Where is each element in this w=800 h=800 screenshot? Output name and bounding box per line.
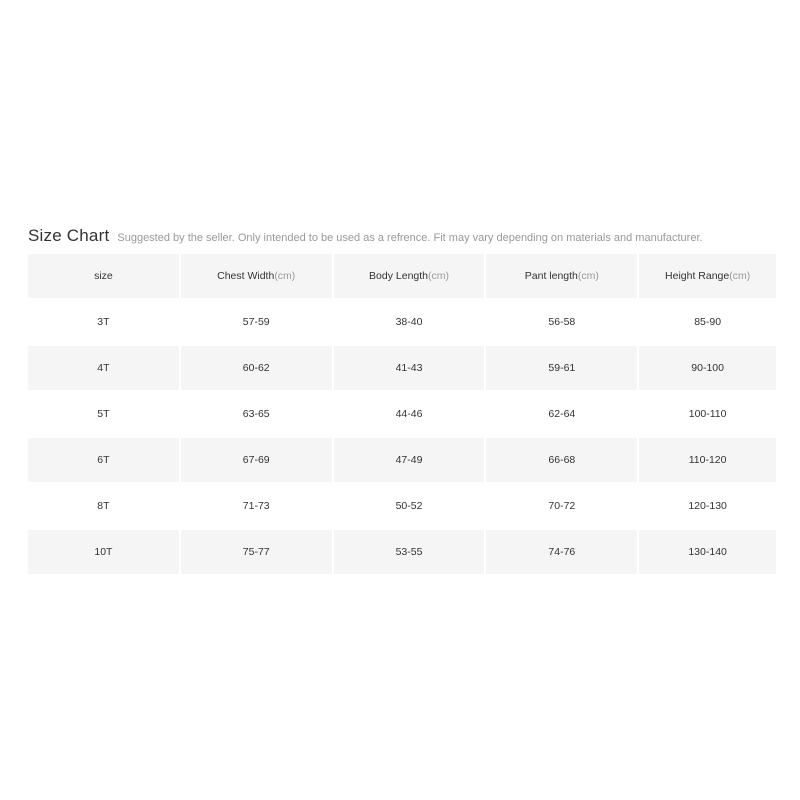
cell-body-length: 38-40: [334, 300, 485, 344]
cell-body-length: 53-55: [334, 530, 485, 574]
cell-size: 6T: [28, 438, 179, 482]
cell-body-length: 44-46: [334, 392, 485, 436]
header-label: Pant length: [524, 270, 578, 282]
cell-height-range: 120-130: [639, 484, 776, 528]
header-body-length: [334, 254, 485, 298]
table-row: [28, 438, 776, 482]
header-unit: (cm): [577, 270, 599, 282]
cell-size: 3T: [28, 300, 179, 344]
header-unit: (cm): [428, 270, 450, 282]
cell-size: 4T: [28, 346, 179, 390]
header-label: Chest Width: [217, 270, 275, 282]
cell-body-length: 41-43: [334, 346, 485, 390]
table-row: [28, 484, 776, 528]
header-label: Height Range: [665, 270, 730, 282]
cell-size: 5T: [28, 392, 179, 436]
cell-chest-width: 67-69: [181, 438, 332, 482]
cell-pant-length: 56-58: [486, 300, 637, 344]
cell-pant-length: 62-64: [486, 392, 637, 436]
header-chest-width: [181, 254, 332, 298]
cell-height-range: 85-90: [639, 300, 776, 344]
cell-chest-width: 60-62: [181, 346, 332, 390]
table-row: [28, 300, 776, 344]
cell-chest-width: 71-73: [181, 484, 332, 528]
cell-chest-width: 75-77: [181, 530, 332, 574]
cell-size: 10T: [28, 530, 179, 574]
size-chart-title: Size Chart: [28, 226, 110, 245]
cell-pant-length: 74-76: [486, 530, 637, 574]
cell-body-length: 47-49: [334, 438, 485, 482]
size-chart-note: Suggested by the seller. Only intended to be used as a refrence. Fit may vary depending on materials and manufacturer.: [117, 232, 703, 244]
cell-height-range: 110-120: [639, 438, 776, 482]
header-label: size: [94, 270, 113, 282]
table-row: [28, 346, 776, 390]
header-height-range: [639, 254, 776, 298]
header-unit: (cm): [274, 270, 296, 282]
size-chart-heading: [28, 226, 776, 252]
cell-pant-length: 70-72: [486, 484, 637, 528]
cell-height-range: 100-110: [639, 392, 776, 436]
table-row: [28, 530, 776, 574]
cell-height-range: 90-100: [639, 346, 776, 390]
header-label: Body Length: [369, 270, 429, 282]
header-size: [28, 254, 179, 298]
cell-chest-width: 57-59: [181, 300, 332, 344]
header-unit: (cm): [729, 270, 751, 282]
cell-size: 8T: [28, 484, 179, 528]
cell-chest-width: 63-65: [181, 392, 332, 436]
header-pant-length: [486, 254, 637, 298]
size-chart: [28, 226, 776, 576]
cell-body-length: 50-52: [334, 484, 485, 528]
cell-pant-length: 59-61: [486, 346, 637, 390]
size-table: [26, 252, 778, 576]
cell-height-range: 130-140: [639, 530, 776, 574]
table-row: [28, 392, 776, 436]
cell-pant-length: 66-68: [486, 438, 637, 482]
table-header-row: [28, 254, 776, 298]
